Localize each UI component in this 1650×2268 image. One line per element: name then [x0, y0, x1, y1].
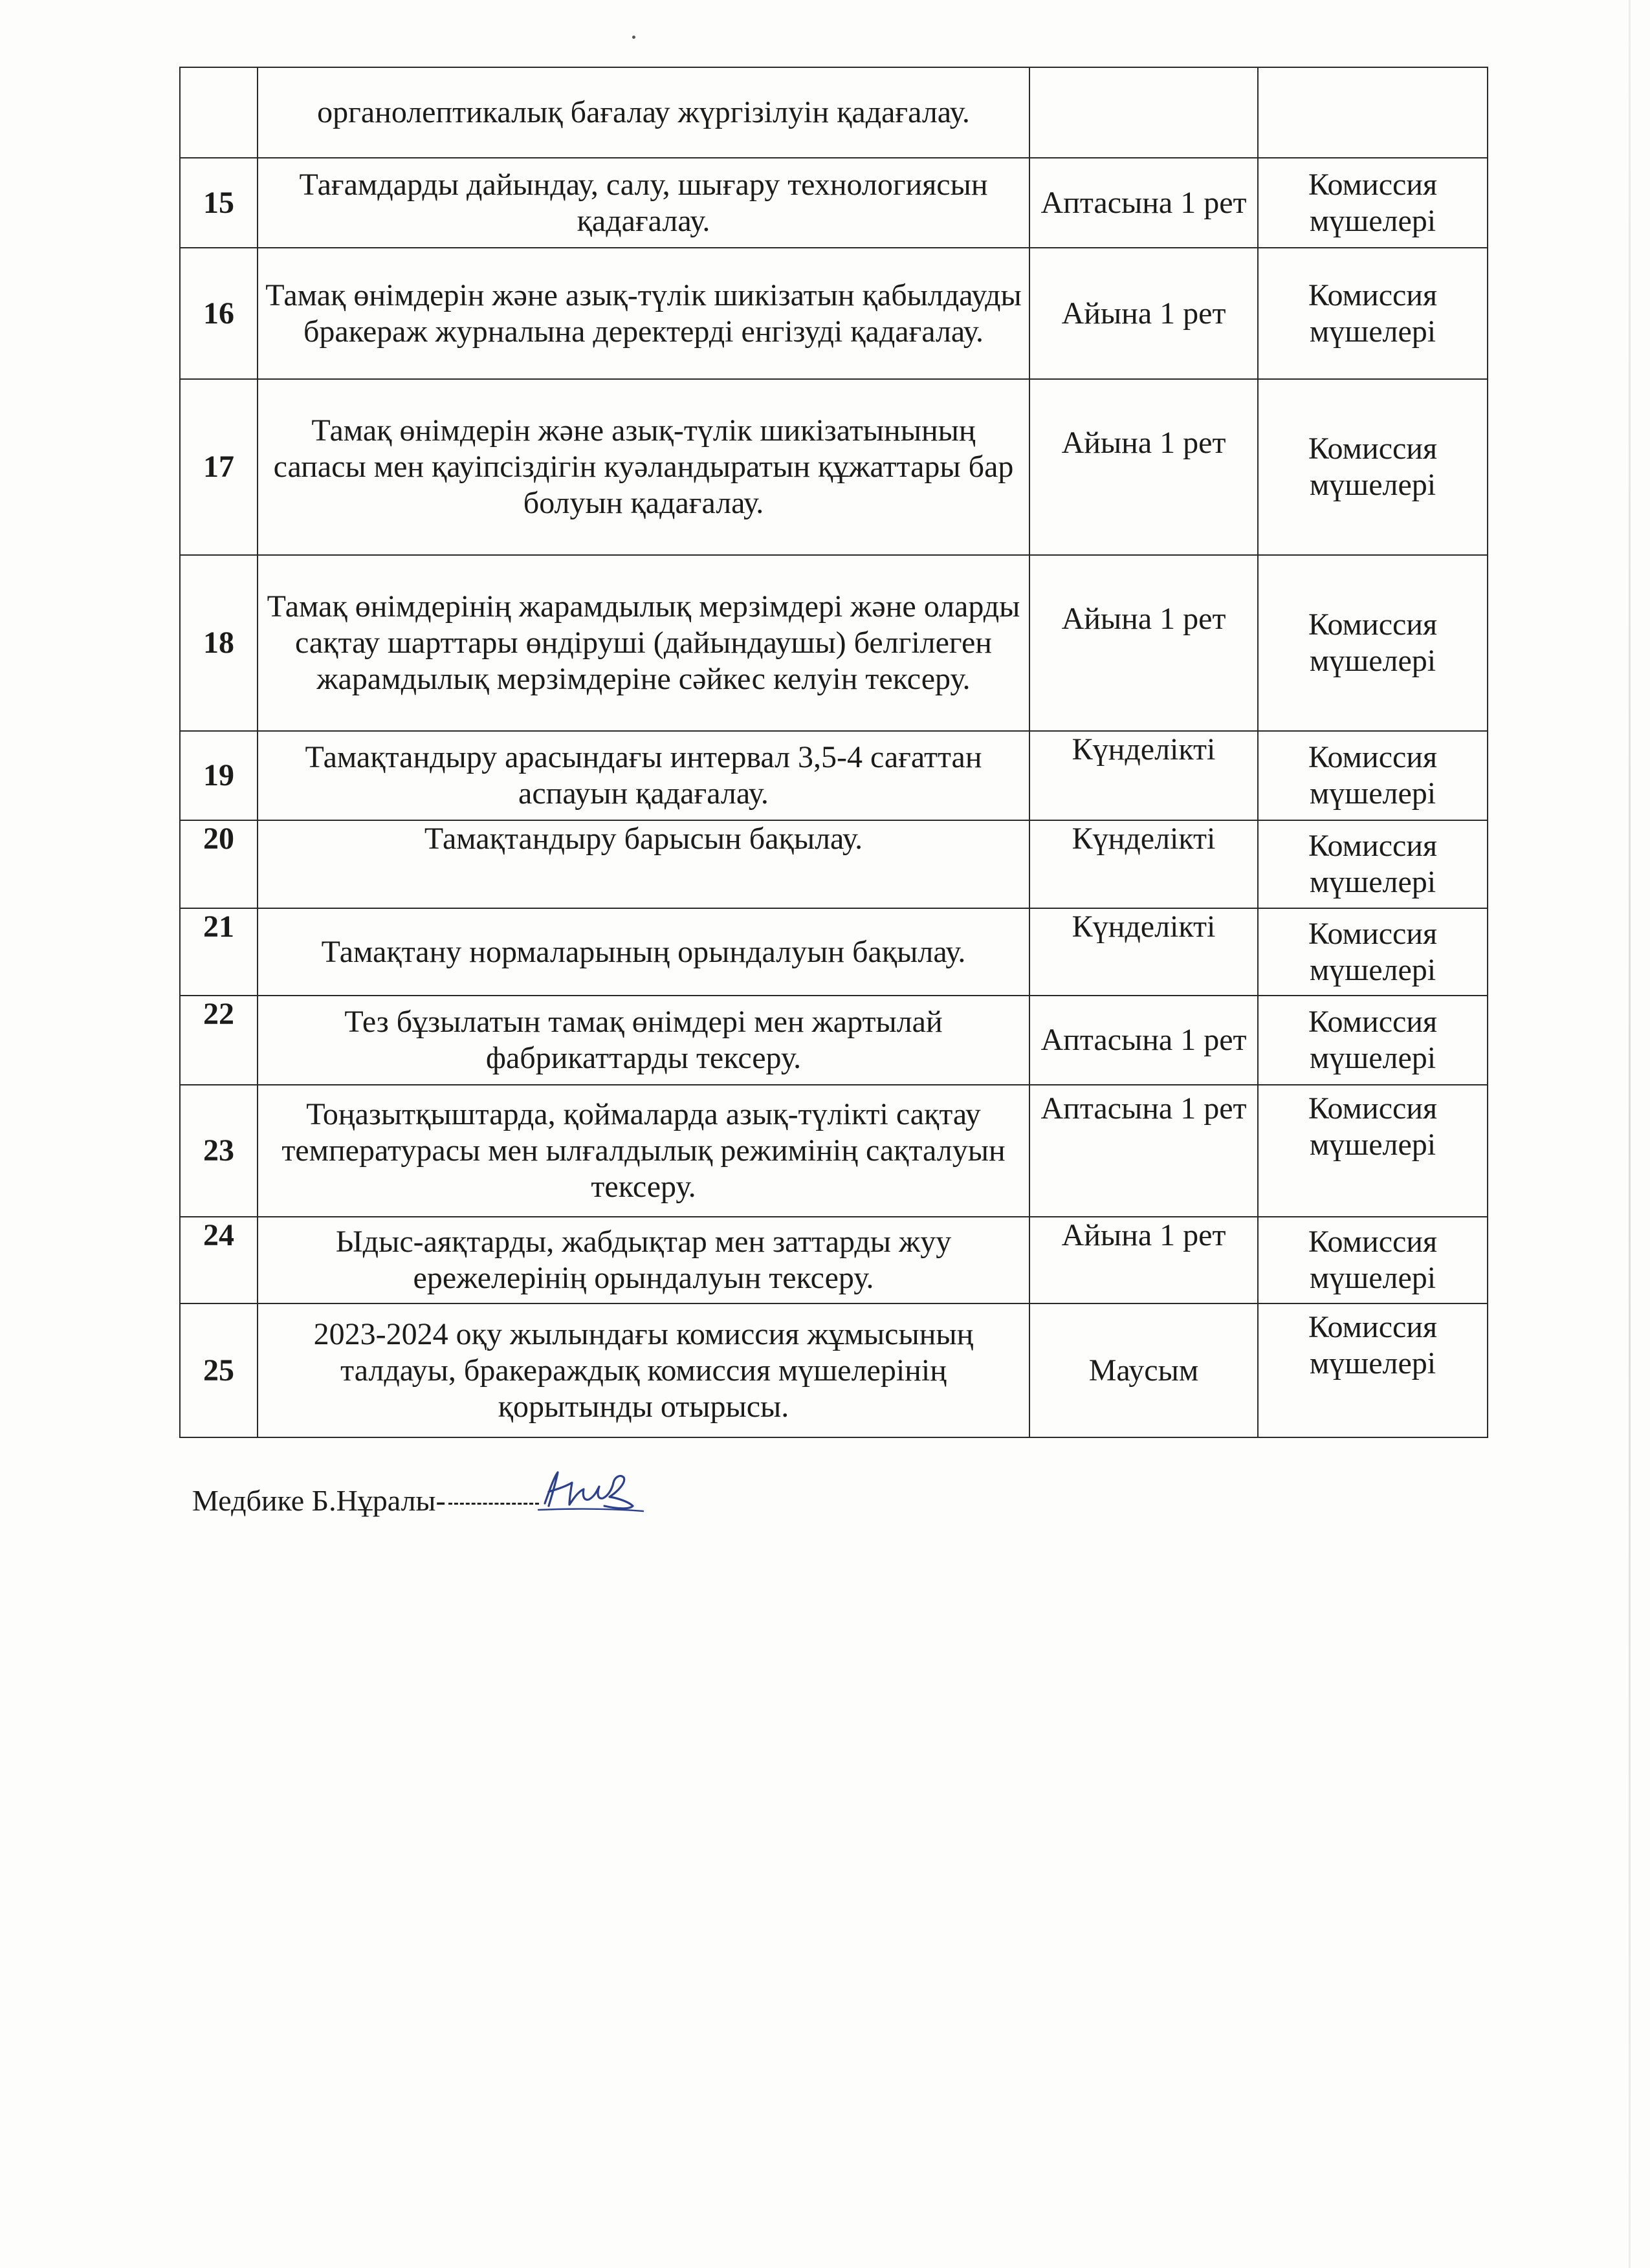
row-number: 19 [180, 731, 258, 820]
row-task: Тамақ өнімдерінің жарамдылық мерзімдері және оларды сақтау шарттары өндіруші (дайындаушы) белгілеген жарамдылық мерзімдеріне сәйкес келуін тексеру. [258, 555, 1029, 731]
row-responsible: Комиссия мүшелері [1258, 1085, 1488, 1217]
row-number: 24 [180, 1217, 258, 1303]
signature-line [192, 1483, 539, 1519]
row-responsible: Комиссия мүшелері [1258, 908, 1488, 996]
row-responsible: Комиссия мүшелері [1258, 996, 1488, 1085]
control-plan-table [179, 67, 1488, 1438]
row-period: Күнделікті [1029, 820, 1258, 908]
row-responsible: Комиссия мүшелері [1258, 820, 1488, 908]
row-task: Тағамдарды дайындау, салу, шығару технологиясын қадағалау. [258, 158, 1029, 248]
scan-edge [1629, 0, 1631, 2268]
table-row [180, 379, 1488, 555]
row-responsible: Комиссия мүшелері [1258, 158, 1488, 248]
row-period: Айына 1 рет [1029, 248, 1258, 379]
signature-dash [448, 1503, 539, 1505]
scan-speck [632, 36, 635, 39]
table-row [180, 158, 1488, 248]
table-row [180, 996, 1488, 1085]
row-task: Ыдыс-аяқтарды, жабдықтар мен заттарды жуу ережелерінің орындалуын тексеру. [258, 1217, 1029, 1303]
row-responsible: Комиссия мүшелері [1258, 555, 1488, 731]
row-number [180, 67, 258, 158]
row-responsible: Комиссия мүшелері [1258, 1217, 1488, 1303]
row-responsible [1258, 67, 1488, 158]
row-period: Айына 1 рет [1029, 555, 1258, 731]
row-task: Тамақтандыру арасындағы интервал 3,5-4 сағаттан аспауын қадағалау. [258, 731, 1029, 820]
row-period: Күнделікті [1029, 908, 1258, 996]
row-task: Тоңазытқыштарда, қоймаларда азық-түлікті сақтау температурасы мен ылғалдылық режимінің сақталуын тексеру. [258, 1085, 1029, 1217]
row-period: Айына 1 рет [1029, 379, 1258, 555]
row-number: 25 [180, 1303, 258, 1437]
row-period: Күнделікті [1029, 731, 1258, 820]
row-responsible: Комиссия мүшелері [1258, 248, 1488, 379]
row-number: 22 [180, 996, 258, 1085]
row-period: Аптасына 1 рет [1029, 158, 1258, 248]
row-period: Аптасына 1 рет [1029, 1085, 1258, 1217]
row-number: 17 [180, 379, 258, 555]
row-task: органолептикалық бағалау жүргізілуін қадағалау. [258, 67, 1029, 158]
row-task: Тамақ өнімдерін және азық-түлік шикізатынының сапасы мен қауіпсіздігін куәландыратын құжаттары бар болуын қадағалау. [258, 379, 1029, 555]
table-row [180, 555, 1488, 731]
table-row [180, 67, 1488, 158]
row-task: Тамақтандыру барысын бақылау. [258, 820, 1029, 908]
row-responsible: Комиссия мүшелері [1258, 731, 1488, 820]
row-task: Тез бұзылатын тамақ өнімдері мен жартылай фабрикаттарды тексеру. [258, 996, 1029, 1085]
row-period: Маусым [1029, 1303, 1258, 1437]
row-responsible: Комиссия мүшелері [1258, 1303, 1488, 1437]
table-row [180, 1303, 1488, 1437]
row-number: 18 [180, 555, 258, 731]
table-row [180, 248, 1488, 379]
row-number: 23 [180, 1085, 258, 1217]
table-row [180, 731, 1488, 820]
row-responsible: Комиссия мүшелері [1258, 379, 1488, 555]
row-number: 21 [180, 908, 258, 996]
row-number: 15 [180, 158, 258, 248]
row-number: 16 [180, 248, 258, 379]
table-row [180, 908, 1488, 996]
row-task: Тамақ өнімдерін және азық-түлік шикізатын қабылдауды бракераж журналына деректерді енгізуді қадағалау. [258, 248, 1029, 379]
table-row [180, 1085, 1488, 1217]
row-number: 20 [180, 820, 258, 908]
table-row [180, 1217, 1488, 1303]
handwritten-signature [532, 1463, 648, 1521]
row-task: 2023-2024 оқу жылындағы комиссия жұмысының талдауы, бракераждық комиссия мүшелерінің қорытынды отырысы. [258, 1303, 1029, 1437]
row-period [1029, 67, 1258, 158]
row-period: Айына 1 рет [1029, 1217, 1258, 1303]
row-period: Аптасына 1 рет [1029, 996, 1258, 1085]
table-row [180, 820, 1488, 908]
row-task: Тамақтану нормаларының орындалуын бақылау. [258, 908, 1029, 996]
signature-label: Медбике Б.Нұралы- [192, 1484, 446, 1517]
